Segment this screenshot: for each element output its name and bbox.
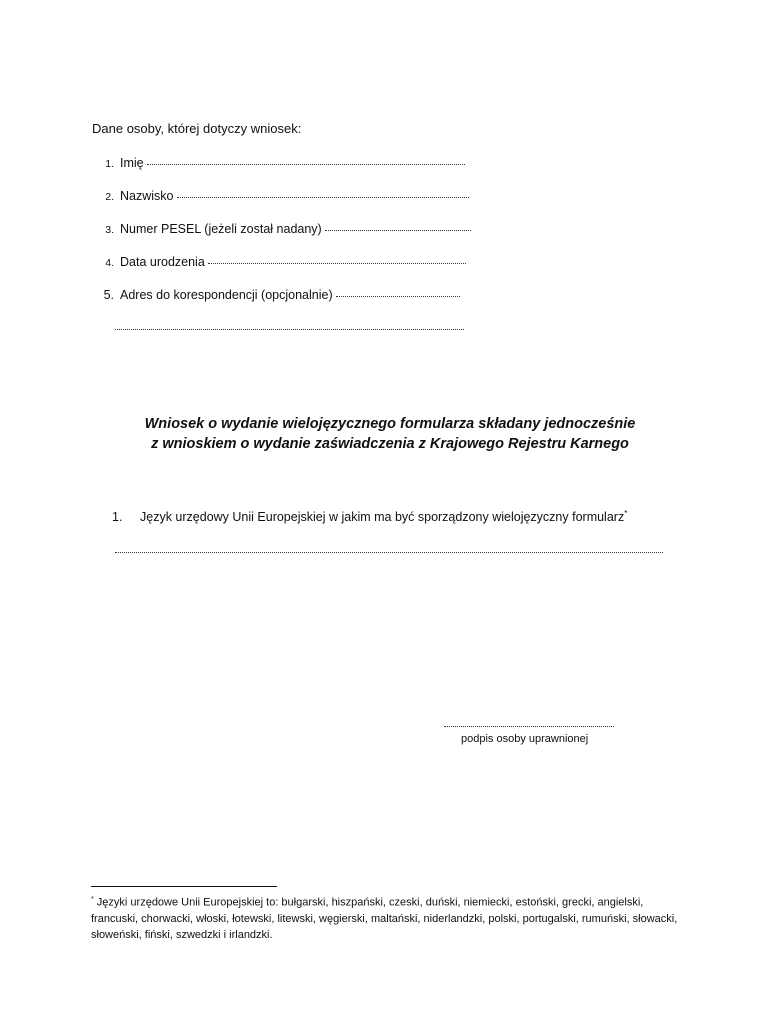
footnote bbox=[91, 892, 687, 943]
field-label: Imię bbox=[120, 156, 144, 170]
field-number: 5. bbox=[103, 288, 114, 302]
field-address bbox=[96, 288, 460, 302]
field-label: Numer PESEL (jeżeli został nadany) bbox=[120, 222, 322, 236]
field-label: Adres do korespondencji (opcjonalnie) bbox=[120, 288, 333, 302]
field-label: Data urodzenia bbox=[120, 255, 205, 269]
address-second-fill-line[interactable] bbox=[115, 329, 464, 330]
address-fill-line[interactable] bbox=[336, 295, 460, 297]
signature-fill-line[interactable] bbox=[444, 726, 614, 727]
question-number: 1. bbox=[112, 510, 123, 525]
field-first-name bbox=[96, 156, 465, 170]
field-birth-date bbox=[96, 255, 466, 269]
footnote-text: Języki urzędowe Unii Europejskiej to: bułgarski, hiszpański, czeski, duński, niemiecki, estoński, grecki, angielski, francuski, chorwacki, włoski, łotewski, litewski, węgierski, maltański, niderlandzki, polski, portugalski, rumuński, słowacki, słoweński, fiński, szwedzki i irlandzki. bbox=[91, 896, 678, 941]
field-last-name bbox=[96, 189, 469, 203]
footnote-divider bbox=[91, 886, 277, 887]
field-label: Nazwisko bbox=[120, 189, 174, 203]
field-pesel bbox=[96, 222, 471, 236]
last-name-fill-line[interactable] bbox=[177, 196, 469, 198]
first-name-fill-line[interactable] bbox=[147, 163, 465, 165]
language-question bbox=[112, 509, 627, 524]
field-number: 4. bbox=[105, 257, 114, 269]
footnote-marker: * bbox=[91, 896, 94, 903]
title-line-1: Wniosek o wydanie wielojęzycznego formularza składany jednocześnie bbox=[144, 416, 636, 432]
field-number: 3. bbox=[105, 224, 114, 236]
signature-label: podpis osoby uprawnionej bbox=[461, 733, 589, 745]
footnote-marker: * bbox=[624, 509, 628, 518]
pesel-fill-line[interactable] bbox=[325, 229, 471, 231]
field-number: 1. bbox=[105, 158, 114, 170]
question-text: Język urzędowy Unii Europejskiej w jakim ma być sporządzony wielojęzyczny formularz bbox=[140, 510, 625, 525]
intro-text: Dane osoby, której dotyczy wniosek: bbox=[92, 121, 302, 136]
form-title bbox=[110, 414, 670, 454]
title-line-2: z wnioskiem o wydanie zaświadczenia z Krajowego Rejestru Karnego bbox=[151, 436, 629, 452]
field-number: 2. bbox=[105, 191, 114, 203]
birth-date-fill-line[interactable] bbox=[208, 262, 466, 264]
language-fill-line[interactable] bbox=[115, 552, 663, 553]
